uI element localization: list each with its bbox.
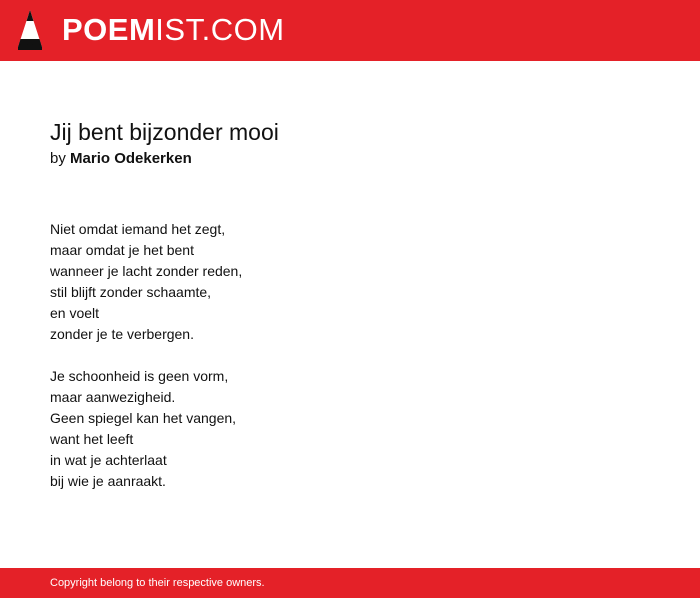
- poem-line: in wat je achterlaat: [50, 452, 167, 468]
- poem-line: zonder je te verbergen.: [50, 326, 194, 342]
- pencil-tip-icon[interactable]: [17, 9, 43, 51]
- brand-bold: POEM: [62, 12, 156, 47]
- poem-line: wanneer je lacht zonder reden,: [50, 263, 243, 279]
- poem-line: Je schoonheid is geen vorm,: [50, 368, 229, 384]
- poem-line: Niet omdat iemand het zegt,: [50, 221, 226, 237]
- poem-line: bij wie je aanraakt.: [50, 473, 166, 489]
- poem-line: maar aanwezigheid.: [50, 389, 176, 405]
- poem-stanza-2: [50, 366, 236, 492]
- poem-line: en voelt: [50, 305, 100, 321]
- site-header: [0, 0, 700, 61]
- by-label: by: [50, 150, 66, 167]
- site-logo-text[interactable]: [62, 12, 285, 48]
- poem-line: maar omdat je het bent: [50, 242, 194, 258]
- poem-byline: [50, 149, 192, 169]
- copyright-text: Copyright belong to their respective owners.: [50, 577, 265, 589]
- brand-light: IST.COM: [155, 12, 285, 47]
- poem-title: Jij bent bijzonder mooi: [50, 119, 279, 145]
- poem-stanza-1: [50, 219, 242, 345]
- poem-line: Geen spiegel kan het vangen,: [50, 410, 237, 426]
- author-name: Mario Odekerken: [70, 150, 192, 167]
- site-footer: [0, 568, 700, 598]
- poem-line: want het leeft: [50, 431, 134, 447]
- poem-line: stil blijft zonder schaamte,: [50, 284, 212, 300]
